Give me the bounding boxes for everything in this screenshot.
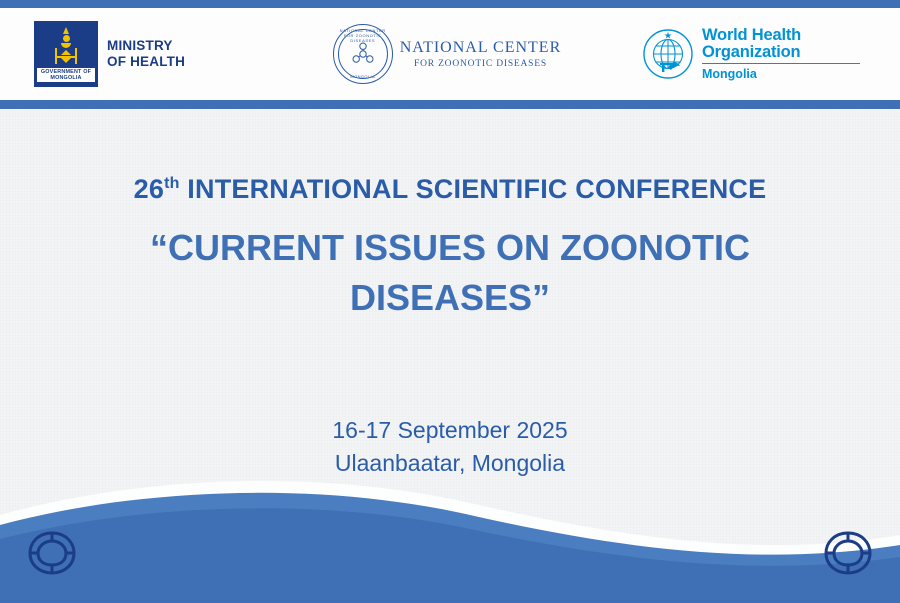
who-divider bbox=[702, 63, 860, 64]
ministry-of-health-logo bbox=[0, 21, 309, 87]
conference-number: 26 bbox=[133, 174, 165, 204]
header-divider-bar bbox=[0, 100, 900, 109]
conference-theme: “CURRENT ISSUES ON ZOONOTIC DISEASES” bbox=[149, 227, 751, 318]
bottom-wave-decoration bbox=[0, 463, 900, 603]
conference-location: Ulaanbaatar, Mongolia bbox=[334, 450, 566, 476]
slide-body bbox=[0, 109, 900, 603]
ministry-line-1: MINISTRY bbox=[107, 38, 173, 53]
government-of-mongolia-label: GOVERNMENT OF MONGOLIA bbox=[37, 68, 95, 82]
ornament-knot-left-icon bbox=[16, 525, 88, 581]
top-accent-bar bbox=[0, 0, 900, 8]
who-country-label: Mongolia bbox=[701, 67, 757, 82]
who-logo bbox=[585, 27, 900, 81]
mongolia-state-emblem-icon bbox=[34, 21, 98, 87]
logo-header bbox=[0, 8, 900, 100]
conference-heading bbox=[0, 174, 900, 205]
ornament-knot-right-icon bbox=[812, 525, 884, 581]
seal-top-text: NATIONAL CENTER FOR ZOONOTIC DISEASES bbox=[339, 28, 386, 43]
ministry-line-2: OF HEALTH bbox=[107, 54, 186, 69]
national-center-line-1: NATIONAL CENTER bbox=[399, 39, 562, 56]
who-title-line-2: Organization bbox=[701, 42, 801, 61]
national-center-line-2: FOR ZOONOTIC DISEASES bbox=[414, 59, 547, 69]
seal-bottom-text: MONGOLIA bbox=[350, 74, 376, 79]
ministry-of-health-label bbox=[107, 38, 185, 70]
who-title-line-1: World Health bbox=[701, 25, 802, 44]
who-emblem-icon bbox=[642, 28, 694, 80]
conference-date: 16-17 September 2025 bbox=[332, 417, 568, 443]
national-center-seal-icon bbox=[333, 24, 393, 84]
title-block bbox=[0, 174, 900, 323]
conference-title-text: INTERNATIONAL SCIENTIFIC CONFERENCE bbox=[179, 174, 767, 204]
national-center-logo bbox=[309, 24, 584, 84]
conference-ordinal: th bbox=[164, 175, 180, 192]
